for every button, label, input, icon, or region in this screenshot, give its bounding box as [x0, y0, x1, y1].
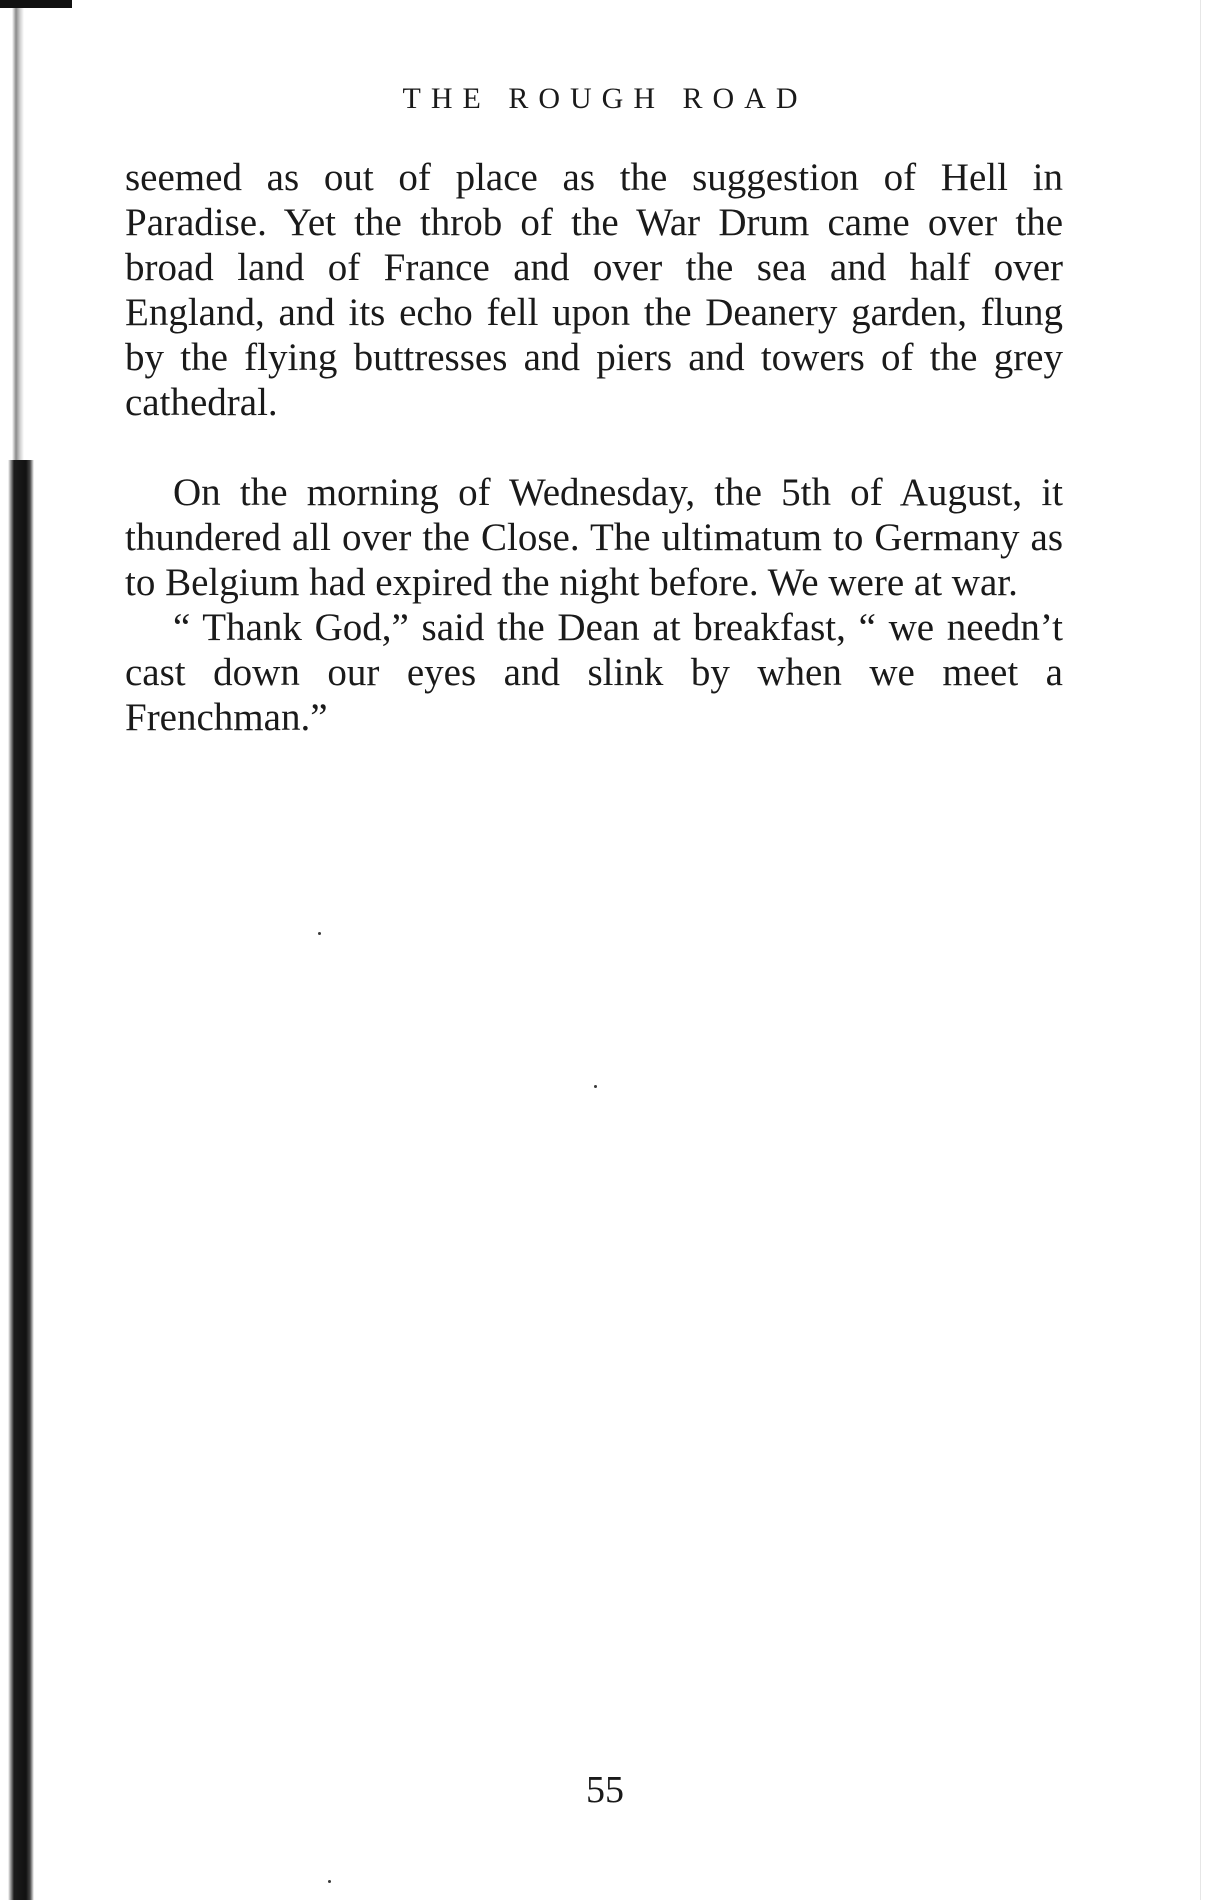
paragraph-dean-quote: “ Thank God,” said the Dean at breakfast, “ we needn’t cast down our eyes and slink by when we meet a Frenchman.”: [125, 606, 1063, 739]
binding-shadow: [0, 0, 34, 460]
paragraph-wednesday: On the morning of Wednesday, the 5th of August, it thundered all over the Close. The ultimatum to Germany as to Belgium had expired the night before. We were at war.: [125, 471, 1063, 604]
running-head: THE ROUGH ROAD: [402, 82, 808, 115]
scan-speck: [594, 1085, 597, 1088]
scan-speck: [318, 932, 321, 935]
body-text: [125, 155, 1063, 740]
binding-corner: [0, 0, 72, 8]
scan-speck: [328, 1880, 331, 1883]
page-edge: [1200, 0, 1201, 1900]
page-number: 55: [586, 1769, 624, 1811]
paragraph-continuation: seemed as out of place as the suggestion of Hell in Paradise. Yet the throb of the War Drum came over the broad land of France and over the sea and half over England, and its echo fell upon the Deanery garden, flung by the flying buttresses and piers and towers of the grey cathedral.: [125, 156, 1063, 424]
